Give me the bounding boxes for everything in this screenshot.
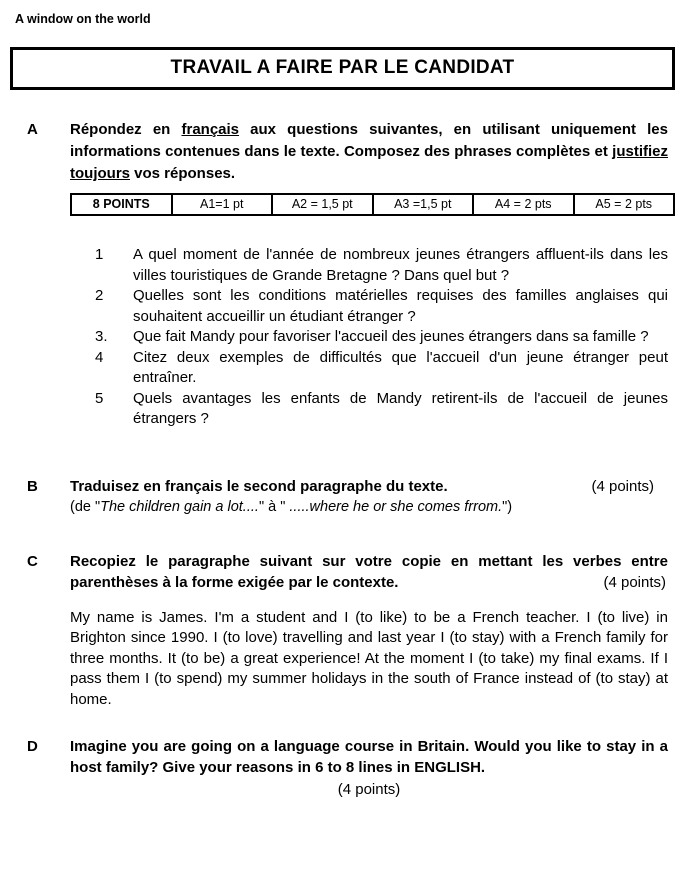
section-b-task: Traduisez en français le second paragraphe du texte.: [70, 477, 448, 495]
underlined-word-francais: français: [181, 121, 240, 138]
section-d-letter: D: [27, 738, 38, 755]
section-d-task: Imagine you are going on a language course in Britain. Would you like to stay in a host family? Give your reasons in 6 to 8 lines in ENGLISH.: [70, 738, 668, 776]
points-cell-a4: A4 = 2 pts: [473, 194, 574, 215]
quoted-passage-start: The children gain a lot....: [100, 498, 259, 515]
question-5: [70, 389, 668, 430]
section-b-letter: B: [27, 477, 38, 495]
points-cell-a2: A2 = 1,5 pt: [272, 194, 373, 215]
instruction-text: aux questions suivantes, en utilisant uniquement les informations contenues dans le texte. Composez des phrases complètes et: [70, 121, 668, 160]
section-b-range: [70, 497, 668, 518]
range-text: (de ": [70, 498, 101, 515]
question-number: 3.: [95, 328, 108, 345]
section-d: [0, 736, 699, 800]
points-table-row: [71, 194, 674, 215]
section-d-points: (4 points): [337, 781, 401, 798]
question-number: 1: [95, 246, 104, 263]
points-cell-a3: A3 =1,5 pt: [373, 194, 474, 215]
question-2: [70, 286, 668, 327]
question-text: Que fait Mandy pour favoriser l'accueil des jeunes étrangers dans sa famille ?: [133, 328, 649, 345]
section-b: [0, 476, 699, 518]
section-c-task-line: [70, 551, 668, 593]
question-text: Citez deux exemples de difficultés que l'accueil d'un jeune étranger peut entraîner.: [133, 348, 668, 386]
question-number: 4: [95, 348, 104, 366]
points-total-cell: 8 POINTS: [71, 194, 172, 215]
section-b-content: [70, 476, 668, 518]
question-4: [70, 348, 668, 389]
section-c-points: (4 points): [603, 573, 666, 591]
points-table: [70, 193, 675, 216]
section-c-paragraph: My name is James. I'm a student and I (to like) to be a French teacher. I (to live) in Brighton since 1990. I (to love) travelling and last year I (to stay) with a French family for three months. It (to be) a great experience! At the moment I (to take) my final exams. If I pass them I (to spend) my summer holidays in the south of France instead of (to stay) at home.: [70, 608, 668, 708]
section-c-letter: C: [27, 552, 38, 570]
section-a: [0, 119, 699, 430]
instruction-text: vos réponses.: [130, 165, 236, 182]
range-text: "): [502, 498, 513, 515]
points-cell-a5: A5 = 2 pts: [574, 194, 675, 215]
page-tagline: A window on the world: [15, 12, 151, 26]
section-b-task-line: [70, 476, 668, 497]
question-3: [70, 327, 668, 348]
section-a-instructions: [70, 119, 668, 185]
quoted-passage-end: .....where he or she comes frrom.: [289, 498, 503, 515]
section-b-points: (4 points): [591, 477, 654, 495]
section-c: [0, 551, 699, 711]
instruction-text: Répondez en: [70, 121, 182, 138]
section-a-content: [70, 119, 668, 430]
question-text: Quelles sont les conditions matérielles requises des familles anglaises qui souhaitent accueillir un étudiant étranger ?: [133, 287, 668, 325]
section-d-content: [70, 736, 668, 800]
range-text: " à ": [258, 498, 290, 515]
page-title: TRAVAIL A FAIRE PAR LE CANDIDAT: [170, 57, 515, 78]
section-a-letter: A: [27, 121, 38, 138]
title-box: [10, 47, 675, 90]
question-text: A quel moment de l'année de nombreux jeunes étrangers affluent-ils dans les villes touristiques de Grande Bretagne ? Dans quel but ?: [133, 246, 668, 284]
points-cell-a1: A1=1 pt: [172, 194, 273, 215]
question-number: 5: [95, 389, 104, 407]
question-list: [70, 245, 668, 430]
question-text: Quels avantages les enfants de Mandy retirent-ils de l'accueil de jeunes étrangers ?: [133, 389, 668, 427]
question-1: [70, 245, 668, 286]
section-c-task: Recopiez le paragraphe suivant sur votre copie en mettant les verbes entre parenthèses à la forme exigée par le contexte.: [70, 552, 668, 591]
section-c-content: [70, 551, 668, 711]
question-number: 2: [95, 287, 104, 304]
underlined-phrase-justifiez: justifiez toujours: [70, 143, 668, 182]
